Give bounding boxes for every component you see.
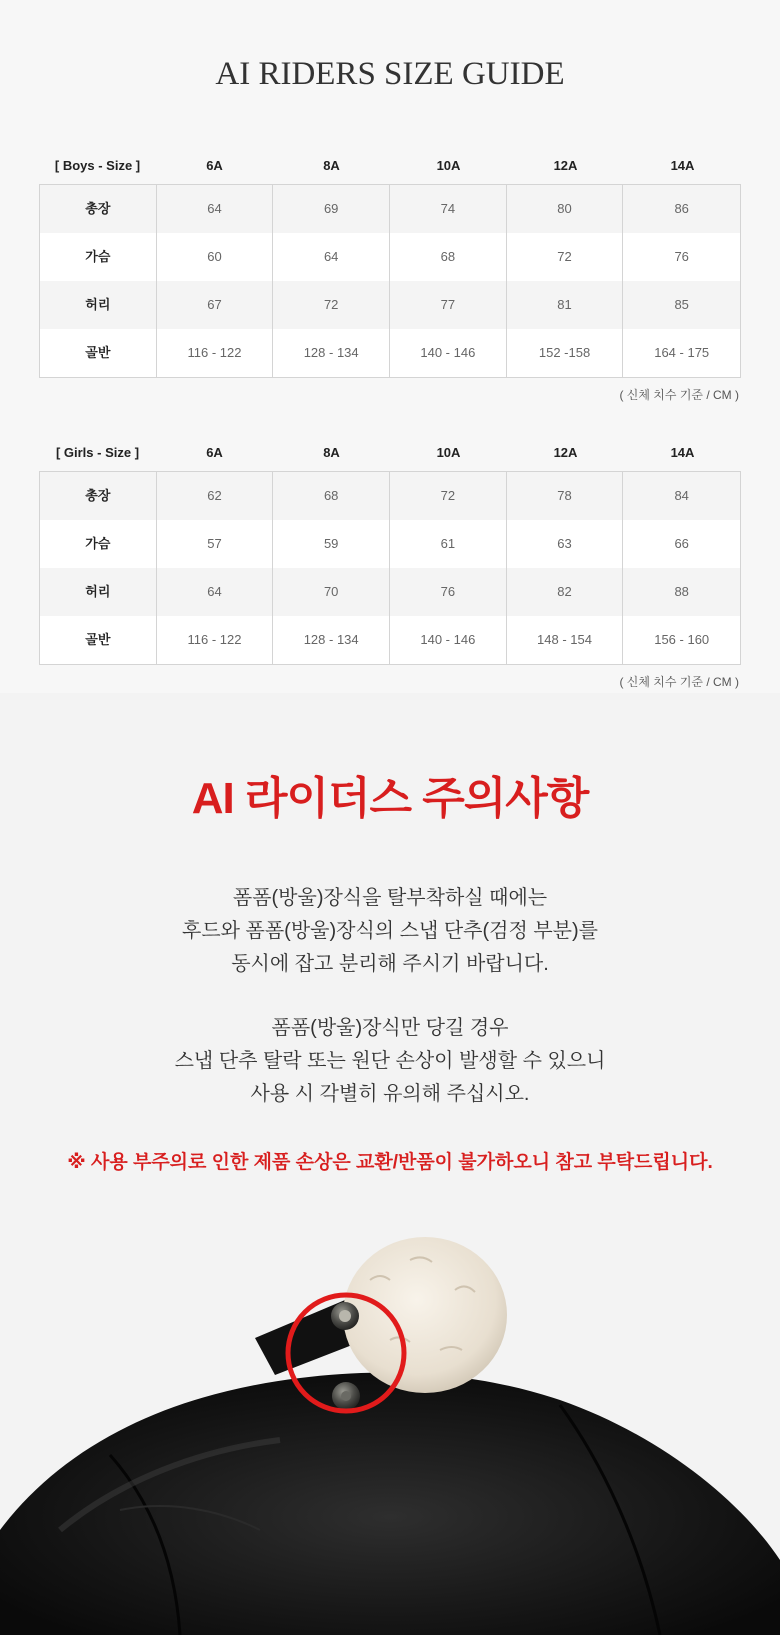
caution-line: 폼폼(방울)장식만 당길 경우 (271, 1017, 509, 1039)
table-row (40, 281, 740, 329)
caution-line: 폼폼(방울)장식을 탈부착하실 때에는 (232, 887, 548, 909)
caution-line: 후드와 폼폼(방울)장식의 스냅 단추(검정 부분)를 (182, 920, 598, 942)
caution-line: 사용 시 각별히 유의해 주십시오. (250, 1083, 530, 1105)
table-cell: 59 (273, 520, 390, 568)
table-cell: 63 (507, 520, 624, 568)
size-col-12a: 12A (553, 445, 578, 460)
caution-line: 스냅 단추 탈락 또는 원단 손상이 발생할 수 있으니 (174, 1050, 606, 1072)
table-cell: 66 (674, 536, 689, 551)
table-cell: 140 - 146 (390, 329, 507, 377)
return-policy-alert: ※ 사용 부주의로 인한 제품 손상은 교환/반품이 불가하오니 참고 부탁드립니다. (67, 1152, 713, 1173)
table-cell: 152 -158 (507, 329, 624, 377)
row-label: 가슴 (40, 520, 157, 568)
boys-header-label: [ Boys - Size ] (54, 158, 141, 173)
table-row (40, 329, 740, 377)
row-label: 골반 (40, 329, 157, 377)
row-label: 가슴 (40, 233, 157, 281)
table-cell: 82 (507, 568, 624, 616)
girls-header-label: [ Girls - Size ] (55, 445, 140, 460)
table-cell: 164 - 175 (654, 345, 710, 360)
row-label: 허리 (40, 281, 157, 329)
boys-measurement-note: ( 신체 치수 기준 / CM ) (619, 388, 739, 402)
caution-title: AI 라이더스 주의사항 (191, 774, 589, 823)
table-cell: 57 (157, 520, 274, 568)
caution-paragraph-2 (0, 1012, 780, 1111)
table-cell: 72 (390, 472, 507, 520)
table-cell: 84 (674, 488, 689, 503)
table-row (40, 616, 740, 664)
table-cell: 148 - 154 (507, 616, 624, 664)
table-cell: 86 (674, 201, 689, 216)
table-cell: 128 - 134 (273, 616, 390, 664)
size-col-8a: 8A (323, 158, 340, 173)
jacket-hood (0, 1373, 780, 1635)
boys-size-table (39, 150, 741, 403)
size-col-10a: 10A (436, 445, 461, 460)
table-cell: 77 (390, 281, 507, 329)
size-col-14a: 14A (670, 158, 695, 173)
table-cell: 116 - 122 (157, 616, 274, 664)
table-cell: 76 (390, 568, 507, 616)
size-col-6a: 6A (206, 445, 223, 460)
row-label: 골반 (40, 616, 157, 664)
table-cell: 69 (273, 185, 390, 233)
table-cell: 140 - 146 (390, 616, 507, 664)
table-row (40, 185, 740, 233)
table-cell: 88 (674, 584, 689, 599)
table-row (40, 568, 740, 616)
pompom (343, 1237, 507, 1393)
caution-paragraph-1 (0, 882, 780, 981)
table-cell: 85 (674, 297, 689, 312)
table-cell: 70 (273, 568, 390, 616)
size-col-12a: 12A (553, 158, 578, 173)
table-cell: 64 (273, 233, 390, 281)
size-col-6a: 6A (206, 158, 223, 173)
row-label: 총장 (40, 185, 157, 233)
table-cell: 72 (273, 281, 390, 329)
size-col-8a: 8A (323, 445, 340, 460)
caution-line: 동시에 잡고 분리해 주시기 바랍니다. (231, 953, 549, 975)
row-label: 허리 (40, 568, 157, 616)
table-cell: 78 (507, 472, 624, 520)
girls-measurement-note: ( 신체 치수 기준 / CM ) (619, 675, 739, 689)
size-guide-title: AI RIDERS SIZE GUIDE (215, 56, 565, 92)
size-col-14a: 14A (670, 445, 695, 460)
girls-size-grid (39, 471, 741, 665)
girls-size-header (39, 437, 741, 471)
table-cell: 68 (273, 472, 390, 520)
boys-size-grid (39, 184, 741, 378)
size-col-10a: 10A (436, 158, 461, 173)
girls-size-table (39, 437, 741, 690)
table-cell: 76 (674, 249, 689, 264)
table-cell: 68 (390, 233, 507, 281)
table-cell: 60 (157, 233, 274, 281)
hood-pompom-photo (0, 1200, 780, 1635)
table-cell: 116 - 122 (157, 329, 274, 377)
table-cell: 74 (390, 185, 507, 233)
table-cell: 62 (157, 472, 274, 520)
boys-size-header (39, 150, 741, 184)
row-label: 총장 (40, 472, 157, 520)
table-cell: 61 (390, 520, 507, 568)
table-cell: 67 (157, 281, 274, 329)
table-cell: 72 (507, 233, 624, 281)
table-row (40, 233, 740, 281)
table-cell: 156 - 160 (654, 632, 710, 647)
table-cell: 81 (507, 281, 624, 329)
table-cell: 64 (157, 185, 274, 233)
table-cell: 80 (507, 185, 624, 233)
table-row (40, 472, 740, 520)
table-row (40, 520, 740, 568)
table-cell: 128 - 134 (273, 329, 390, 377)
table-cell: 64 (157, 568, 274, 616)
